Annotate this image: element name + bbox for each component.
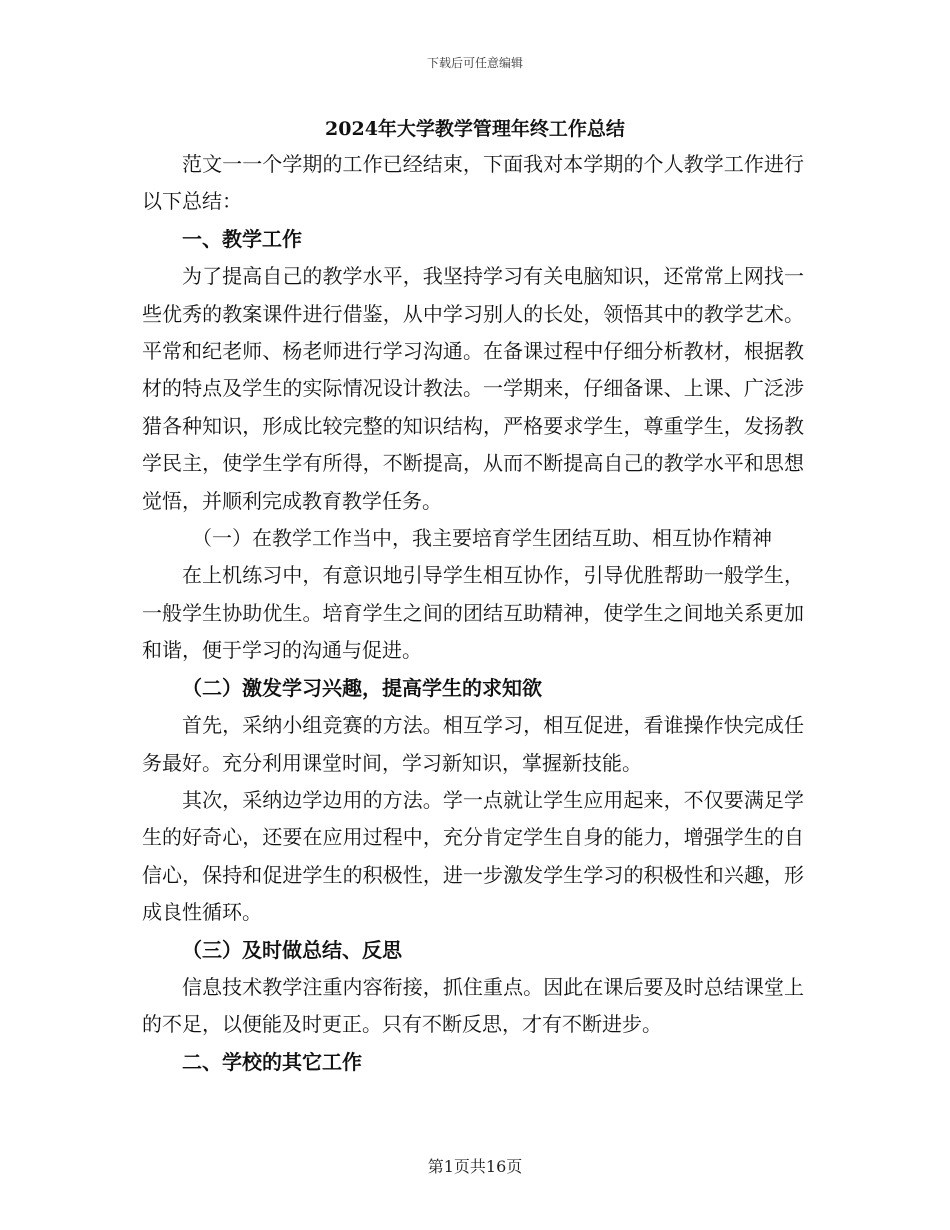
paragraph-reflection: 信息技术教学注重内容衔接，抓住重点。因此在课后要及时总结课堂上的不足，以便能及时更正。只有不断反思，才有不断进步。 [142,974,804,1037]
paragraph-competition: 首先，采纳小组竞赛的方法。相互学习，相互促进，看谁操作快完成任务最好。充分利用课堂时间，学习新知识，掌握新技能。 [142,713,804,775]
paragraph-intro: 范文一一个学期的工作已经结束，下面我对本学期的个人教学工作进行以下总结： [142,152,804,214]
paragraph-learn-by-doing: 其次，采纳边学边用的方法。学一点就让学生应用起来，不仅要满足学生的好奇心，还要在应用过程中，充分肯定学生自身的能力，增强学生的自信心，保持和促进学生的积极性，进一步激发学生学习的积极性和兴趣，形成良性循环。 [142,787,804,925]
subheading-interest: （二）激发学习兴趣，提高学生的求知欲 [182,675,542,700]
heading-other-work: 二、学校的其它工作 [182,1049,362,1074]
page-number-footer: 第1页共16页 [427,1157,523,1176]
paragraph-teamwork: 在上机练习中，有意识地引导学生相互协作，引导优胜帮助一般学生，一般学生协助优生。培育学生之间的团结互助精神，使学生之间地关系更加和谐，便于学习的沟通与促进。 [142,563,804,663]
page-header-note: 下载后可任意编辑 [426,56,523,70]
paragraph-teaching-level: 为了提高自己的教学水平，我坚持学习有关电脑知识，还常常上网找一些优秀的教案课件进行借鉴，从中学习别人的长处，领悟其中的教学艺术。平常和纪老师、杨老师进行学习沟通。在备课过程中仔细分析教材，根据教材的特点及学生的实际情况设计教法。一学期来，仔细备课、上课、广泛涉猎各种知识，形成比较完整的知识结构，严格要求学生，尊重学生，发扬教学民主，使学生学有所得，不断提高，从而不断提高自己的教学水平和思想觉悟，并顺利完成教育教学任务。 [142,264,804,513]
subheading-teamwork: （一）在教学工作当中，我主要培育学生团结互助、相互协作精神 [192,526,772,551]
document-title: 2024年大学教学管理年终工作总结 [325,118,625,140]
document-body [142,146,804,1081]
subheading-reflection: （三）及时做总结、反思 [182,937,402,962]
heading-teaching-work: 一、教学工作 [182,226,302,251]
